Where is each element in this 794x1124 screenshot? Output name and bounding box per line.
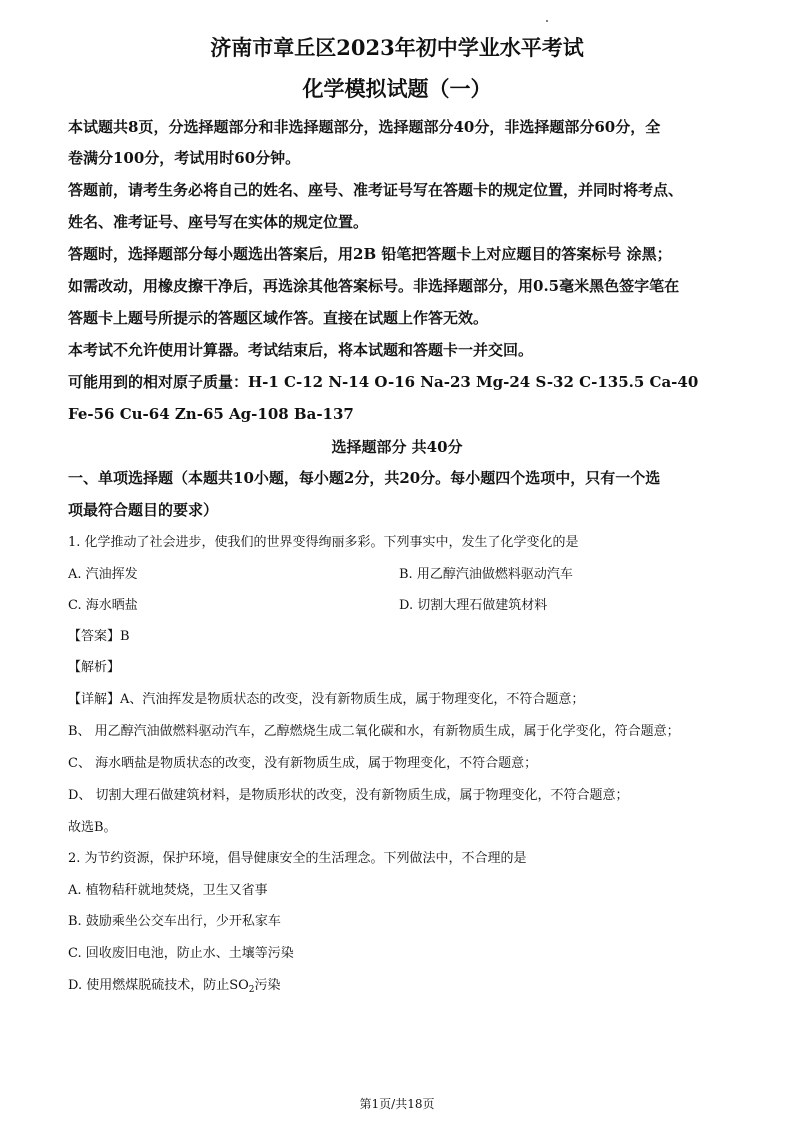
instruction-line: 卷满分100分，考试用时60分钟。 [68,149,301,167]
instruction-line: 答题卡上题号所提示的答题区域作答。直接在试题上作答无效。 [68,309,489,327]
scan-speck [546,20,548,22]
detail-line: B、 用乙醇汽油做燃料驱动汽车，乙醇燃烧生成二氧化碳和水，有新物质生成，属于化学变化，符合题意； [68,724,680,739]
atomic-mass-line: Fe-56 Cu-64 Zn-65 Ag-108 Ba-137 [68,405,354,423]
option-d-text: D. 使用燃煤脱硫技术，防止SO [68,978,249,993]
question-2-option-b: B. 鼓励乘坐公交车出行，少开私家车 [68,914,281,929]
question-2-option-c: C. 回收废旧电池，防止水、土壤等污染 [68,946,294,961]
question-2-option-d [68,978,281,995]
detail-line: C、 海水晒盐是物质状态的改变，没有新物质生成，属于物理变化，不符合题意； [68,756,538,771]
question-1-option-c: C. 海水晒盐 [68,598,138,613]
exam-title: 济南市章丘区2023年初中学业水平考试 [210,35,584,60]
analysis-label: 【解析】 [68,660,121,675]
question-2-option-a: A. 植物秸秆就地焚烧，卫生又省事 [68,883,268,898]
page-footer: 第1页/共18页 [359,1097,435,1111]
detail-line: D、 切割大理石做建筑材料，是物质形状的改变，没有新物质生成，属于物理变化，不符合题意； [68,788,629,803]
instruction-line: 姓名、准考证号、座号写在实体的规定位置。 [68,213,369,231]
atomic-mass-line: 可能用到的相对原子质量：H-1 C-12 N-14 O-16 Na-23 Mg-24 S-32 C-135.5 Ca-40 [68,373,699,391]
part-title: 一、单项选择题（本题共10小题，每小题2分，共20分。每小题四个选项中，只有一个选 [68,469,661,487]
conclusion: 故选B。 [68,820,117,835]
instruction-line: 本试题共8页，分选择题部分和非选择题部分，选择题部分40分，非选择题部分60分，全 [68,118,661,136]
instruction-line: 答题时，选择题部分每小题选出答案后，用2B 铅笔把答题卡上对应题目的答案标号 涂黑； [68,245,672,263]
option-d-text-end: 污染 [254,978,281,993]
question-2-stem: 2. 为节约资源，保护环境，倡导健康安全的生活理念。下列做法中，不合理的是 [68,851,527,866]
part-title: 项最符合题目的要求） [68,501,219,519]
question-1-stem: 1. 化学推动了社会进步，使我们的世界变得绚丽多彩。下列事实中，发生了化学变化的是 [68,535,579,550]
subscript-2: 2 [248,985,255,995]
question-1-option-b: B. 用乙醇汽油做燃料驱动汽车 [399,567,573,582]
exam-subtitle: 化学模拟试题（一） [302,76,492,101]
question-1-option-a: A. 汽油挥发 [68,567,138,582]
answer-label: 【答案】B [68,629,130,644]
detail-line: 【详解】A、汽油挥发是物质状态的改变，没有新物质生成，属于物理变化，不符合题意； [68,692,585,707]
instruction-line: 本考试不允许使用计算器。考试结束后，将本试题和答题卡一并交回。 [68,341,534,359]
instruction-line: 如需改动，用橡皮擦干净后，再选涂其他答案标号。非选择题部分，用0.5毫米黑色签字笔在 [68,277,680,295]
section-heading: 选择题部分 共40分 [331,438,463,456]
question-1-option-d: D. 切割大理石做建筑材料 [399,598,548,613]
instruction-line: 答题前，请考生务必将自己的姓名、座号、准考证号写在答题卡的规定位置，并同时将考点、 [68,181,684,199]
